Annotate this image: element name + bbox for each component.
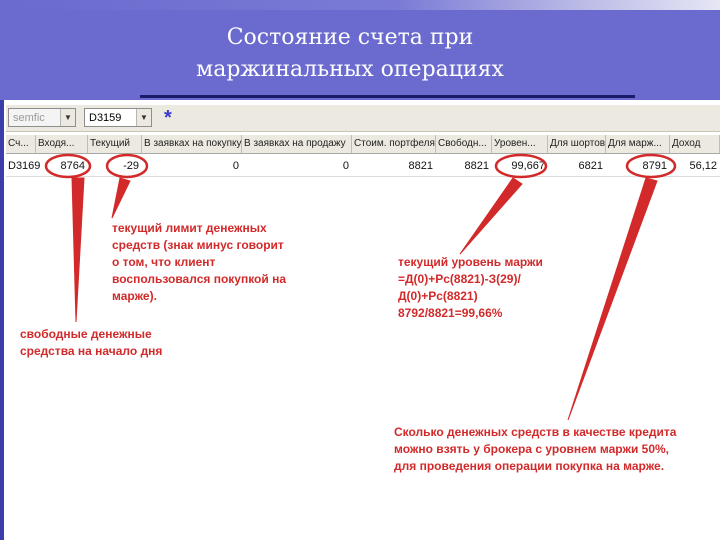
title-banner [0, 0, 720, 100]
table-cell: 99,667 [511, 160, 545, 172]
slide-title-line-2: маржинальных операциях [196, 57, 504, 82]
asterisk-icon[interactable]: * [164, 107, 172, 129]
table-header [6, 135, 720, 154]
column-header[interactable]: Для марж... [606, 135, 670, 153]
note-current-limit: текущий лимит денежных средств (знак минус говорит о том, что клиент воспользовался покупкой на марже). [112, 221, 287, 303]
firm-select-value: semfic [13, 112, 45, 124]
slide-title-line-1: Состояние счета при [226, 25, 474, 50]
table-cell: D3169 [8, 160, 41, 172]
table-row[interactable] [6, 156, 720, 177]
column-header[interactable]: Уровен... [492, 135, 548, 153]
column-header[interactable]: Доход [670, 135, 720, 153]
table-cell: 6821 [578, 160, 603, 172]
column-header[interactable]: Для шортов [548, 135, 606, 153]
column-header[interactable]: В заявках на продажу [242, 135, 352, 153]
column-header[interactable]: Сч... [6, 135, 36, 153]
account-select-value: D3159 [89, 112, 122, 124]
column-header[interactable]: Стоим. портфеля [352, 135, 436, 153]
note-credit: Сколько денежных средств в качестве кредита можно взять у брокера с уровнем маржи 50%, для проведения операции покупка на марже. [394, 425, 677, 473]
column-header[interactable]: В заявках на покупку [142, 135, 242, 153]
table-cell: 8821 [464, 160, 489, 172]
column-header[interactable]: Входя... [36, 135, 88, 153]
arrow-pointer [112, 178, 130, 218]
slide-title [120, 22, 580, 86]
account-select[interactable] [84, 108, 152, 127]
table-cell: 0 [342, 160, 349, 172]
table-cell: 0 [232, 160, 239, 172]
column-header[interactable]: Текущий [88, 135, 142, 153]
title-underline [140, 95, 635, 98]
arrow-pointer [568, 178, 657, 420]
note-free-funds: свободные денежные средства на начало дня [20, 327, 163, 358]
banner-gradient-stripe [0, 0, 720, 10]
table-cell: 8764 [60, 160, 85, 172]
chevron-down-icon[interactable]: ▼ [60, 109, 75, 126]
chevron-down-icon[interactable]: ▼ [136, 109, 151, 126]
left-accent-bar [0, 100, 4, 540]
table-cell: -29 [123, 160, 139, 172]
toolbar [6, 105, 720, 132]
table-cell: 8821 [408, 160, 433, 172]
arrow-pointer [460, 178, 522, 254]
firm-select[interactable] [8, 108, 76, 127]
table-cell: 8791 [642, 160, 667, 172]
table-cell: 56,12 [689, 160, 717, 172]
note-margin-level: текущий уровень маржи =Д(0)+Рс(8821)-З(29)/ Д(0)+Рс(8821) 8792/8821=99,66% [398, 255, 543, 320]
arrow-pointer [72, 178, 84, 322]
column-header[interactable]: Свободн... [436, 135, 492, 153]
